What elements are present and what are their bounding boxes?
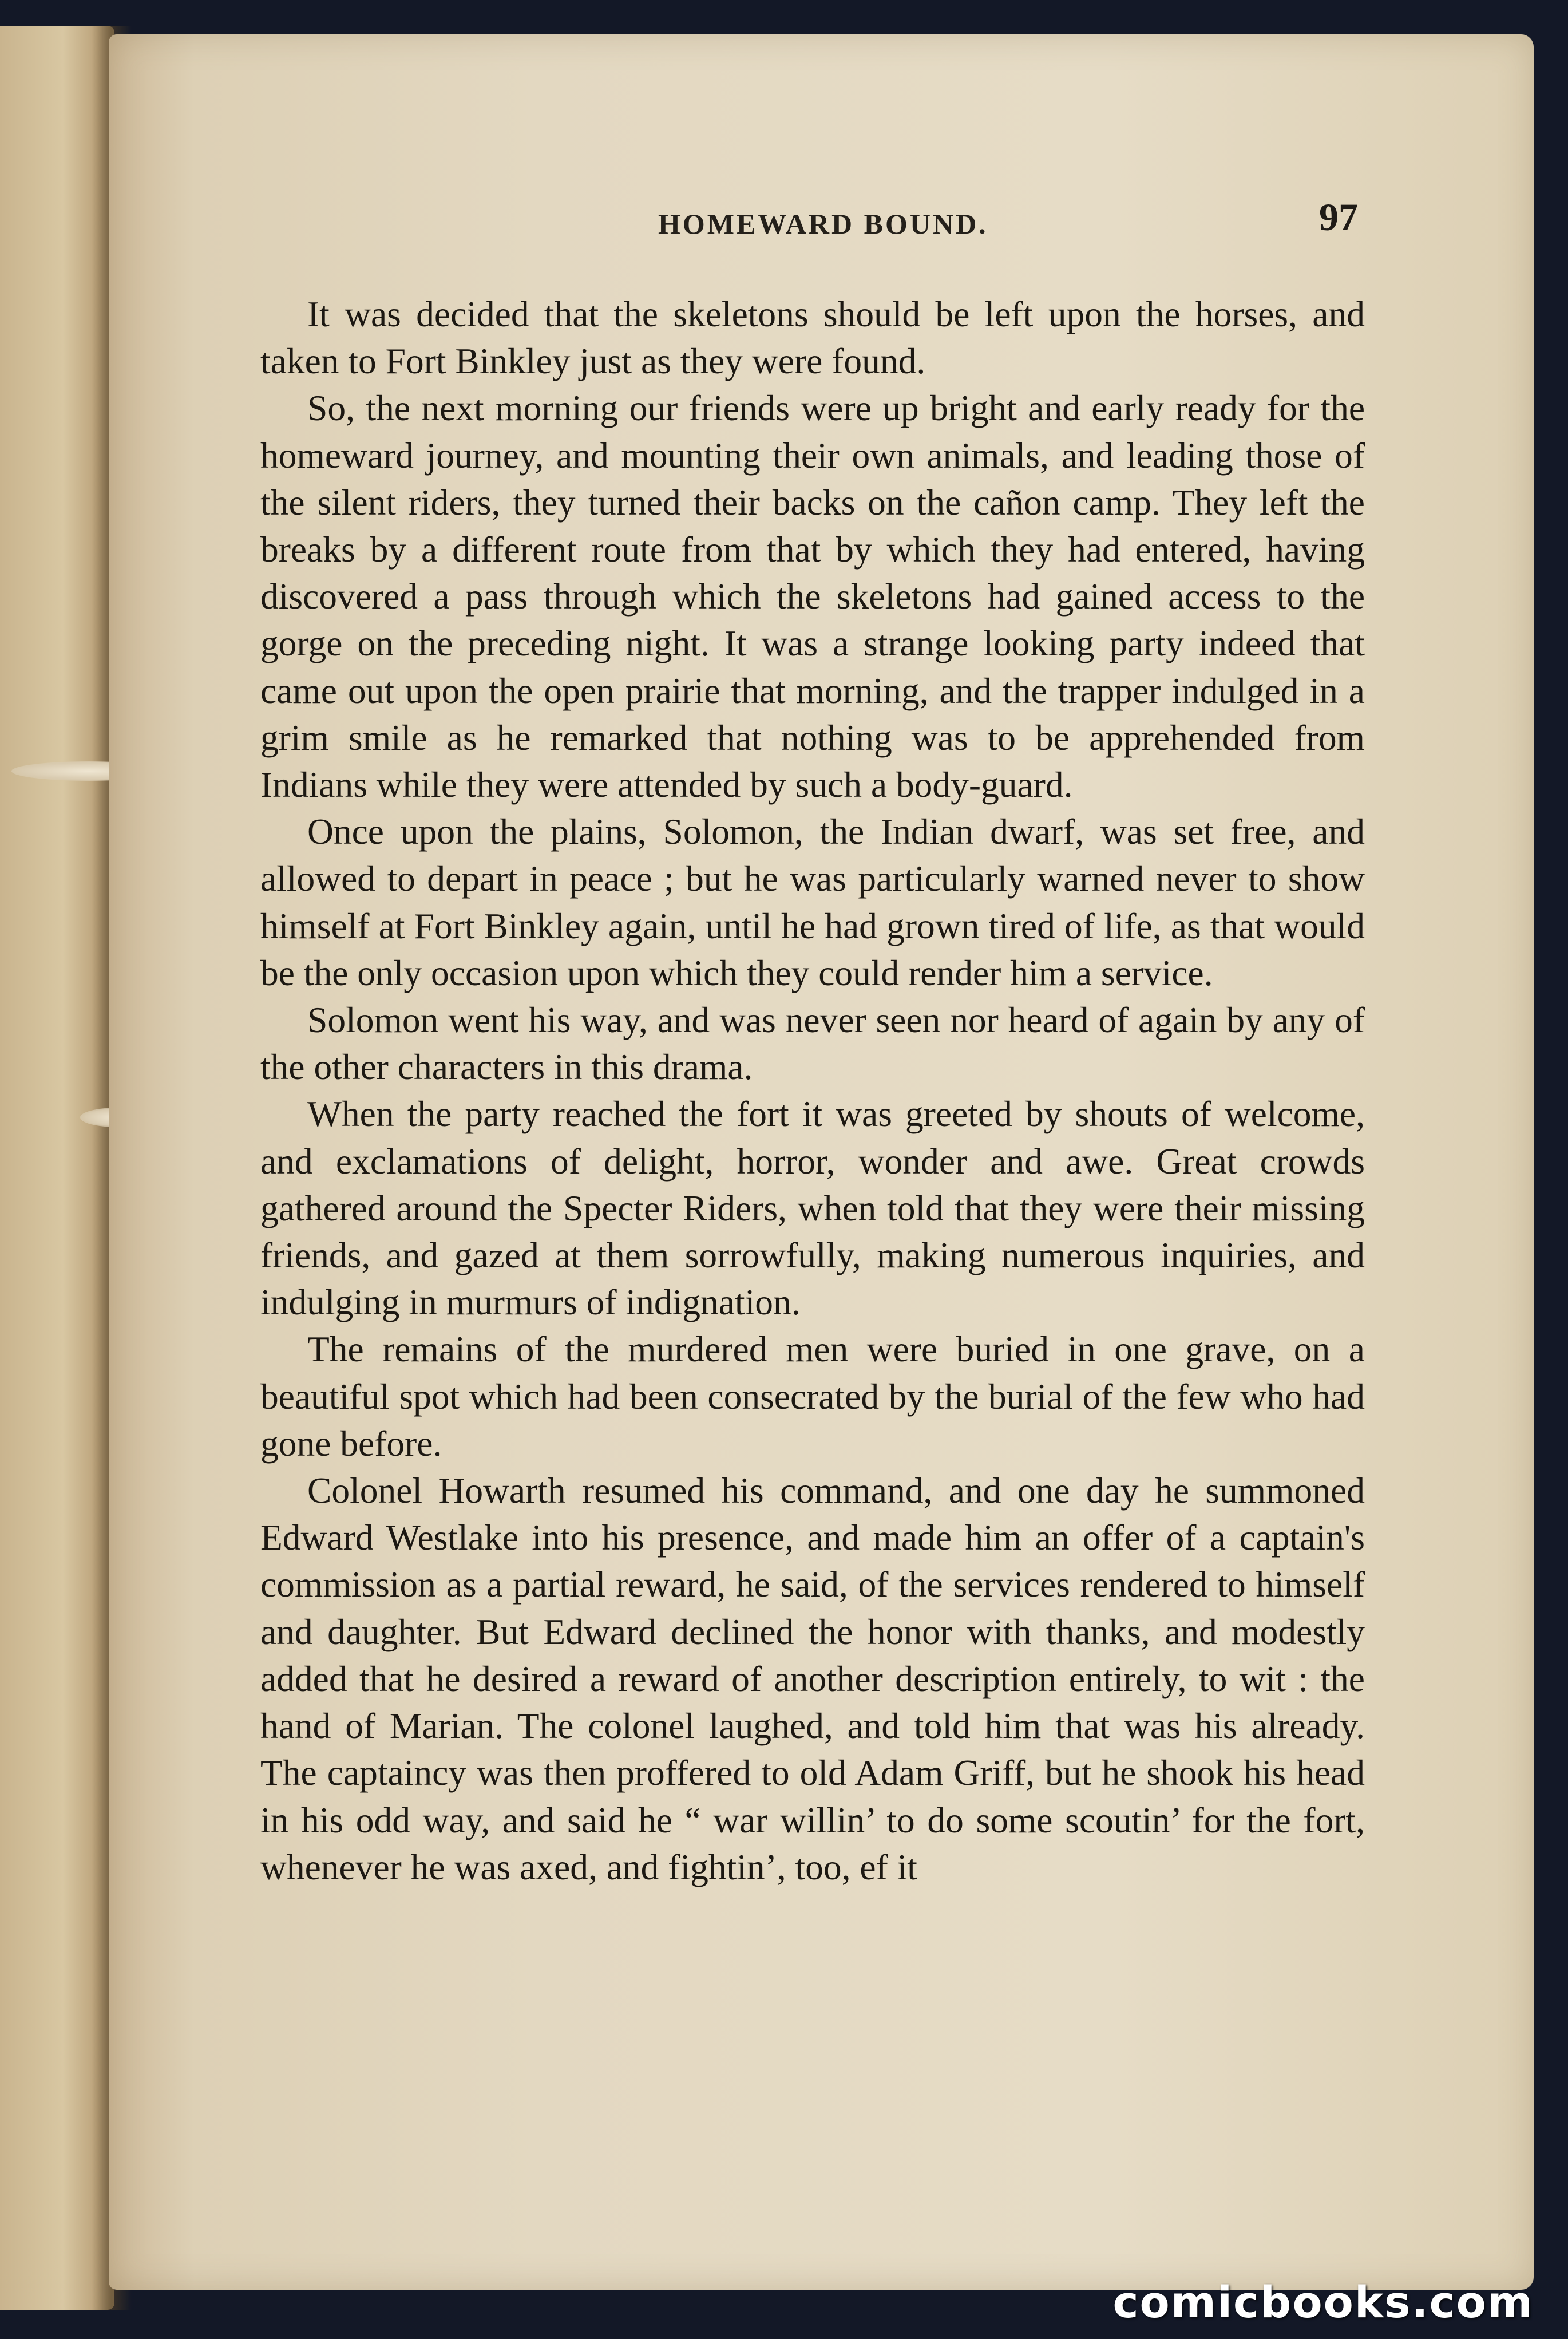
- paragraph: Colonel Howarth resumed his command, and one day he summoned Edward Westlake into his presence, and made him an offer of a captain's commission as a partial reward, he said, of the services rendered to himself and daughter. But Edward declined the honor with thanks, and modestly added that he desired a reward of another description entirely, to wit : the hand of Marian. The colonel laughed, and told him that was his already. The captaincy was then proffered to old Adam Griff, but he shook his head in his odd way, and said he “ war willin’ to do some scoutin’ for the fort, whenever he was axed, and fightin’, too, ef it: [260, 1470, 1365, 1887]
- paragraph: Solomon went his way, and was never seen nor heard of again by any of the other characters in this drama.: [260, 999, 1365, 1088]
- watermark-text: comicbooks.com: [1112, 2277, 1534, 2328]
- paragraph: The remains of the murdered men were buried in one grave, on a beautiful spot which had been consecrated by the burial of the few who had gone before.: [260, 1329, 1365, 1464]
- page-header: [109, 172, 1534, 252]
- page-body: [260, 291, 1365, 1891]
- paragraph: When the party reached the fort it was greeted by shouts of welcome, and exclamations of delight, horror, wonder and awe. Great crowds gathered around the Specter Riders, when told that they were their missing friends, and gazed at them sorrowfully, making numerous inquiries, and indulging in murmurs of indignation.: [260, 1093, 1365, 1323]
- paragraph: It was decided that the skeletons should be left upon the horses, and taken to Fort Binkley just as they were found.: [260, 294, 1365, 382]
- book-page: [109, 34, 1534, 2290]
- running-head: HOMEWARD BOUND.: [658, 208, 988, 240]
- paragraph: Once upon the plains, Solomon, the Indian dwarf, was set free, and allowed to depart in peace ; but he was particularly warned never to show himself at Fort Binkley again, until he had grown tired of life, as that would be the only occasion upon which they could render him a service.: [260, 811, 1365, 993]
- page-number: 97: [1319, 195, 1358, 239]
- paragraph: So, the next morning our friends were up bright and early ready for the homeward journey, and mounting their own animals, and leading those of the silent riders, they turned their backs on the cañon camp. They left the breaks by a different route from that by which they had entered, having discovered a pass through which the skeletons had gained access to the gorge on the preceding night. It was a strange looking party indeed that came out upon the open prairie that morning, and the trapper indulged in a grim smile as he remarked that nothing was to be apprehended from Indians while they were attended by such a body-guard.: [260, 388, 1365, 805]
